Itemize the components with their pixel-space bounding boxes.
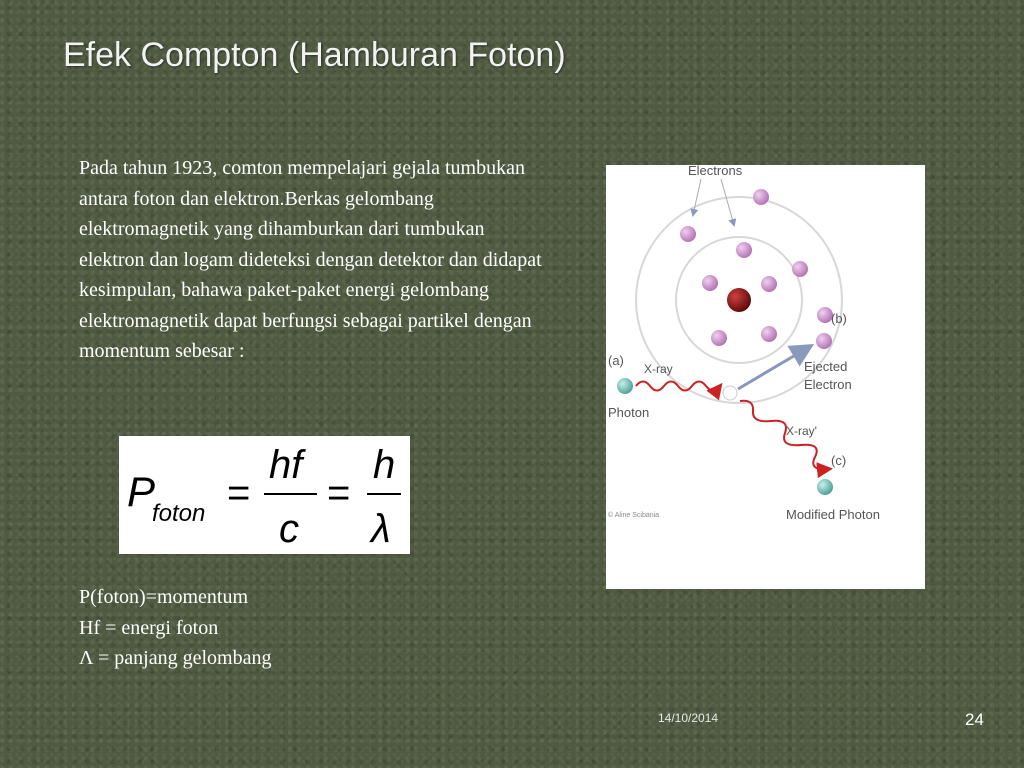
electron: [753, 189, 769, 205]
formula-svg: [119, 436, 410, 554]
formula-numerator-1: hf: [269, 443, 303, 487]
definitions-list: [79, 582, 271, 674]
slide-title: Efek Compton (Hamburan Foton): [63, 36, 566, 74]
formula-numerator-2: h: [373, 443, 396, 487]
page-number: 24: [965, 710, 984, 729]
formula-equals-2: =: [327, 471, 351, 515]
image-credit: © Aline Scibania: [608, 512, 660, 519]
definition-wavelength: Λ = panjang gelombang: [79, 647, 272, 669]
definition-energy: Hf = energi foton: [79, 616, 219, 639]
electron: [761, 326, 777, 342]
compton-diagram-svg: [606, 165, 925, 589]
photon-label: Photon: [608, 405, 650, 420]
modified-photon-label: Modified Photon: [786, 507, 880, 522]
label-c: (c): [831, 453, 847, 468]
electron: [761, 276, 777, 292]
formula-equals-1: =: [227, 471, 251, 515]
formula-denominator-1: c: [279, 507, 299, 551]
slide-date: 14/10/2014: [658, 711, 719, 725]
formula-p: P: [127, 468, 156, 515]
formula-subscript: foton: [152, 500, 206, 527]
momentum-formula: [119, 436, 410, 554]
compton-diagram: [606, 165, 925, 589]
definition-momentum: P(foton)=momentum: [79, 586, 249, 608]
xray-label: X-ray: [644, 362, 673, 376]
label-a: (a): [608, 353, 624, 368]
ejected-label-1: Ejected: [804, 359, 848, 374]
body-paragraph: Pada tahun 1923, comton mempelajari gejala tumbukan antara foton dan elektron.Berkas gelombang elektromagnetik yang dihamburkan dari tumbukan elektron dan logam dideteksi dengan detektor dan didapat kesimpulan, bahawa paket-paket energi gelombang elektromagnetik dapat berfungsi sebagai partikel dengan momentum sebesar :: [79, 157, 542, 362]
scattered-xray-label: X-ray': [786, 424, 817, 438]
ejected-label-2: Electron: [804, 377, 852, 392]
electrons-label: Electrons: [688, 165, 743, 178]
electrons-group: [680, 189, 833, 346]
incident-photon: [617, 378, 633, 394]
ejected-electron: [816, 333, 832, 349]
ejected-electron-origin: [723, 386, 737, 400]
label-b: (b): [831, 311, 847, 326]
electron: [702, 275, 718, 291]
electrons-pointer-1: [693, 179, 701, 215]
electron: [792, 261, 808, 277]
electrons-pointer-2: [721, 179, 734, 225]
nucleus: [727, 288, 751, 312]
electron: [680, 226, 696, 242]
modified-photon: [817, 479, 833, 495]
electron: [711, 330, 727, 346]
formula-denominator-2: λ: [371, 507, 391, 551]
electron: [736, 242, 752, 258]
